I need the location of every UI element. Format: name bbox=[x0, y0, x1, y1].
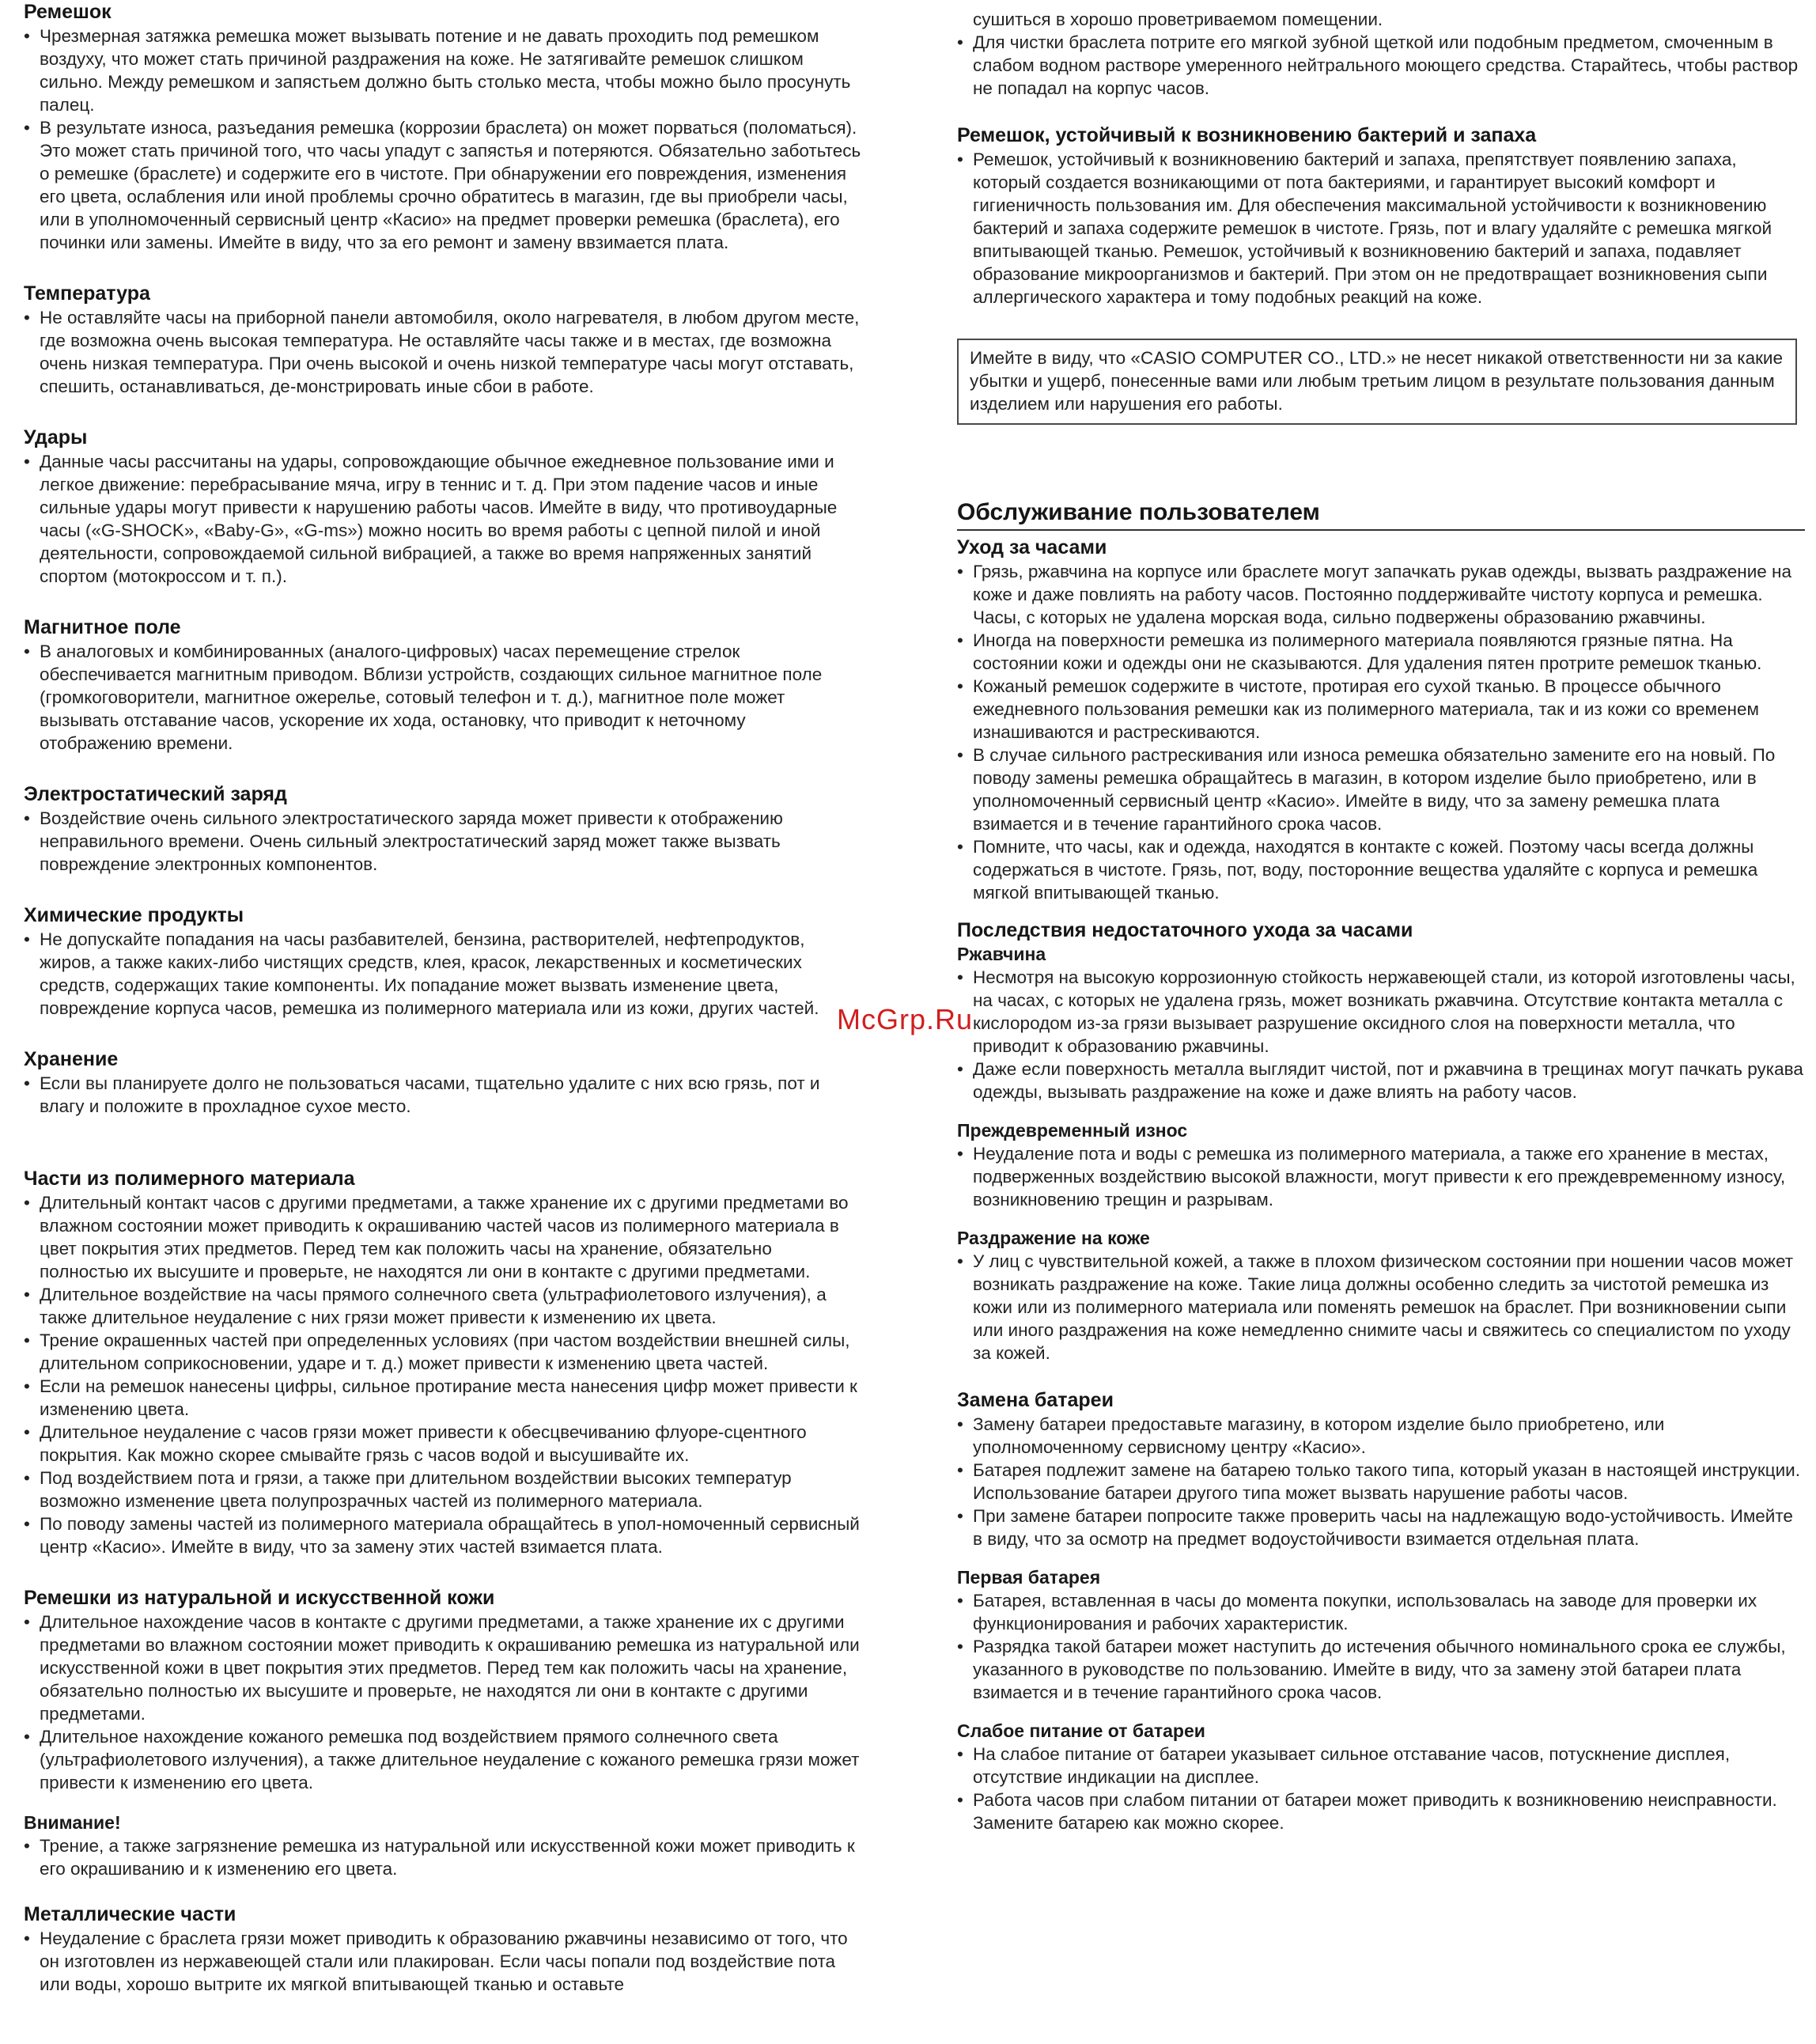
list-item: • Даже если поверхность металла выглядит чистой, пот и ржавчина в трещинах могут пачкать рукава одежды, вызывать раздражение на коже и даже влиять на работу часов. bbox=[957, 1058, 1805, 1103]
page-section-title: Обслуживание пользователем bbox=[957, 498, 1805, 531]
list-item: • Длительное нахождение кожаного ремешка под воздействием прямого солнечного света (ультрафиолетового излучения), а также длительное неудаление с кожаного ремешка грязи может привести к изменению его цвета. bbox=[24, 1725, 862, 1794]
list-item: • Данные часы рассчитаны на удары, сопровождающие обычное ежедневное пользование ими и легкое движение: перебрасывание мяча, игру в теннис и т. д. При этом падение часов и иные сильные удары могут привести к нарушению работы часов. Имейте в виду, что противоударные часы («G-SHOCK», «Baby-G», «G-ms») можно носить во время работы с цепной пилой и иной деятельности, сопровождаемой сильной вибрацией, а также во время напряженных занятий спортом (мотокроссом и т. п.). bbox=[24, 450, 862, 588]
section-wear bbox=[957, 1119, 1805, 1211]
right-column bbox=[957, 0, 1805, 1834]
list-item: • Кожаный ремешок содержите в чистоте, протирая его сухой тканью. В процессе обычного ежедневного пользования ремешки как из полимерного материала, так и из кожи со временем изнашиваются и растрескиваются. bbox=[957, 675, 1805, 744]
bullet-list-magnetic bbox=[24, 640, 862, 755]
section-title-attention: Внимание! bbox=[24, 1812, 121, 1833]
section-leather bbox=[24, 1586, 862, 1794]
section-title-leather: Ремешки из натуральной и искусственной кожи bbox=[24, 1587, 495, 1609]
list-item: • Неудаление с браслета грязи может приводить к образованию ржавчины независимо от того, что он изготовлен из нержавеющей стали или плакирован. Если часы попали под воздействие пота или воды, хорошо вытрите их мягкой впитывающей тканью и оставьте bbox=[24, 1927, 862, 1996]
list-item: • Батарея подлежит замене на батарею только такого типа, который указан в настоящей инструкции. Использование батареи другого типа может вызвать нарушение работы часов. bbox=[957, 1459, 1805, 1505]
list-item: • Разрядка такой батареи может наступить до истечения обычного номинального срока ее службы, указанного в руководстве по пользованию. Имейте в виду, что за замену этой батареи плата взимается и в течение гарантийного срока часов. bbox=[957, 1635, 1805, 1704]
section-title-metal: Металлические части bbox=[24, 1903, 236, 1925]
bullet-list-chemicals bbox=[24, 928, 862, 1020]
subsection-title-irritation: Раздражение на коже bbox=[957, 1228, 1150, 1248]
bullet-list-metal bbox=[24, 1927, 862, 1996]
subsection-title-low-battery: Слабое питание от батареи bbox=[957, 1720, 1205, 1741]
bullet-list-rust bbox=[957, 966, 1805, 1103]
section-first-battery bbox=[957, 1566, 1805, 1704]
continuation-text: сушиться в хорошо проветриваемом помещении. bbox=[973, 9, 1383, 29]
bullet-list-temperature bbox=[24, 306, 862, 398]
bullet-list-strap bbox=[24, 25, 862, 254]
list-item: • По поводу замены частей из полимерного материала обращайтесь в упол-номоченный сервисный центр «Касио». Имейте в виду, что за замену этих частей взимается плата. bbox=[24, 1512, 862, 1558]
section-battery bbox=[957, 1388, 1805, 1550]
subsection-title-wear: Преждевременный износ bbox=[957, 1120, 1188, 1141]
bullet-list-attention bbox=[24, 1834, 862, 1880]
section-antibacterial bbox=[957, 123, 1805, 308]
list-item: • Длительное воздействие на часы прямого солнечного света (ультрафиолетового излучения), а также длительное неудаление с них грязи может привести к изменению их цвета. bbox=[24, 1283, 862, 1329]
list-item: • Если вы планируете долго не пользоваться часами, тщательно удалите с них всю грязь, пот и влагу и положите в прохладное сухое место. bbox=[24, 1072, 862, 1118]
list-item: • Трение окрашенных частей при определенных условиях (при частом воздействии внешней силы, длительном соприкосновении, ударе и т. д.) может привести к изменению цвета частей. bbox=[24, 1329, 862, 1375]
bullet-list-battery bbox=[957, 1413, 1805, 1550]
section-title-shocks: Удары bbox=[24, 426, 88, 449]
bullet-list-care bbox=[957, 560, 1805, 904]
list-item: • Помните, что часы, как и одежда, находятся в контакте с кожей. Поэтому часы всегда должны содержаться в чистоте. Грязь, пот, воду, посторонние вещества удаляйте с корпуса и ремешка мягкой впитывающей тканью. bbox=[957, 835, 1805, 904]
section-magnetic bbox=[24, 615, 862, 755]
list-item: • На слабое питание от батареи указывает сильное отставание часов, потускнение дисплея, отсутствие индикации на дисплее. bbox=[957, 1743, 1805, 1788]
bullet-list-metal-cleaning bbox=[957, 31, 1805, 100]
bullet-list-wear bbox=[957, 1142, 1805, 1211]
list-item: • Грязь, ржавчина на корпусе или браслете могут запачкать рукав одежды, вызвать раздражение на коже и даже повлиять на работу часов. Постоянно поддерживайте чистоту корпуса и ремешка. Часы, с которых не удалена морская вода, сильно подвержены образованию ржавчины. bbox=[957, 560, 1805, 629]
list-item: • Батарея, вставленная в часы до момента покупки, использовалась на заводе для проверки их функционирования и рабочих характеристик. bbox=[957, 1589, 1805, 1635]
list-item: • Ремешок, устойчивый к возникновению бактерий и запаха, препятствует появлению запаха, который создается возникающими от пота бактериями, и гарантирует высокий комфорт и гигиеничность пользования им. Для обеспечения максимальной устойчивости к возникновению бактерий и запаха содержите ремешок в чистоте. Грязь, пот и влагу удаляйте с ремешка мягкой впитывающей тканью. Ремешок, устойчивый к возникновению бактерий и запаха, подавляет образование микроорганизмов и бактерий. При этом он не предотвращает возникновения сыпи аллергического характера и тому подобных реакций на коже. bbox=[957, 148, 1805, 308]
list-item: • В случае сильного растрескивания или износа ремешка обязательно замените его на новый. По поводу замены ремешка обращайтесь в магазин, в котором изделие было приобретено, или в уполномоченный сервисный центр «Касио». Имейте в виду, что за замену ремешка плата взимается и в течение гарантийного срока часов. bbox=[957, 744, 1805, 835]
section-title-chemicals: Химические продукты bbox=[24, 904, 244, 926]
section-metal bbox=[24, 1902, 862, 1996]
section-title-temperature: Температура bbox=[24, 282, 150, 305]
left-column bbox=[24, 0, 862, 1996]
subsection-title-rust: Ржавчина bbox=[957, 944, 1046, 964]
section-attention bbox=[24, 1811, 862, 1880]
list-item: • Трение, а также загрязнение ремешка из натуральной или искусственной кожи может приводить к его окрашиванию и к изменению его цвета. bbox=[24, 1834, 862, 1880]
list-item: • Замену батареи предоставьте магазину, в котором изделие было приобретено, или уполномоченному сервисному центру «Касио». bbox=[957, 1413, 1805, 1459]
list-item: • Под воздействием пота и грязи, а также при длительном воздействии высоких температур возможно изменение цвета полупрозрачных частей из полимерного материала. bbox=[24, 1467, 862, 1512]
bullet-list-storage bbox=[24, 1072, 862, 1118]
section-consequences bbox=[957, 918, 1805, 1103]
list-item: • Несмотря на высокую коррозионную стойкость нержавеющей стали, из которой изготовлены часы, на часах, с которых не удалена грязь, может возникать ржавчина. Отсутствие контакта металла с кислородом из-за грязи вызывает разрушение оксидного слоя на поверхности металла, что приводит к образованию ржавчины. bbox=[957, 966, 1805, 1058]
section-title-magnetic: Магнитное поле bbox=[24, 616, 181, 638]
section-title-strap: Ремешок bbox=[24, 1, 112, 23]
list-item: • Работа часов при слабом питании от батареи может приводить к возникновению неисправности. Замените батарею как можно скорее. bbox=[957, 1788, 1805, 1834]
section-title-care: Уход за часами bbox=[957, 536, 1107, 558]
list-item: • Длительное нахождение часов в контакте с другими предметами, а также хранение их с другими предметами во влажном состоянии может приводить к окрашиванию ремешка из натуральной или искусственной кожи в цвет покрытия этих предметов. Перед тем как положить часы на хранение, обязательно полностью их высушите и проверьте, не находятся ли они в контакте с другими предметами. bbox=[24, 1611, 862, 1725]
list-item: • В аналоговых и комбинированных (аналого-цифровых) часах перемещение стрелок обеспечивается магнитным приводом. Вблизи устройств, создающих сильное магнитное поле (громкоговорители, магнитное ожерелье, сотовый телефон и т. д.), магнитное поле может вызывать отставание часов, ускорение их хода, остановку, что приводит к неточному отображению времени. bbox=[24, 640, 862, 755]
section-temperature bbox=[24, 282, 862, 398]
list-item: • Длительное неудаление с часов грязи может привести к обесцвечиванию флуоре-сцентного покрытия. Как можно скорее смывайте грязь с часов водой и высушивайте их. bbox=[24, 1421, 862, 1467]
section-title-storage: Хранение bbox=[24, 1048, 119, 1070]
section-strap bbox=[24, 0, 862, 254]
list-item: • Чрезмерная затяжка ремешка может вызывать потение и не давать проходить под ремешком воздуху, что может стать причиной раздражения на коже. Не затягивайте ремешок слишком сильно. Между ремешком и запястьем должно быть столько места, чтобы можно было просунуть палец. bbox=[24, 25, 862, 116]
list-item: • Длительный контакт часов с другими предметами, а также хранение их с другими предметами во влажном состоянии может приводить к окрашиванию частей часов из полимерного материала в цвет покрытия этих предметов. Перед тем как положить часы на хранение, обязательно полностью их высушите и проверьте, не находятся ли они в контакте с другими предметами. bbox=[24, 1191, 862, 1283]
bullet-list-polymer bbox=[24, 1191, 862, 1558]
section-low-battery bbox=[957, 1720, 1805, 1834]
bullet-list-shocks bbox=[24, 450, 862, 588]
section-shocks bbox=[24, 426, 862, 588]
list-item: • У лиц с чувствительной кожей, а также в плохом физическом состоянии при ношении часов может возникать раздражение на коже. Такие лица должны особенно следить за чистотой ремешка из кожи или из полимерного материала или поменять ремешок на браслет. При возникновении сыпи или иного раздражения на коже немедленно снимите часы и свяжитесь со специалистом по уходу за кожей. bbox=[957, 1250, 1805, 1365]
list-item: • Не допускайте попадания на часы разбавителей, бензина, растворителей, нефтепродуктов, жиров, а также каких-либо чистящих средств, клея, красок, лекарственных и косметических средств, содержащих такие компоненты. Их попадание может вызвать изменение цвета, повреждение корпуса часов, ремешка из полимерного материала или из кожи, других частей. bbox=[24, 928, 862, 1020]
list-item: • Воздействие очень сильного электростатического заряда может привести к отображению неправильного времени. Очень сильный электростатический заряд может также вызвать повреждение электронных компонентов. bbox=[24, 807, 862, 876]
section-care bbox=[957, 536, 1805, 904]
bullet-list-irritation bbox=[957, 1250, 1805, 1365]
bullet-list-antibacterial bbox=[957, 148, 1805, 308]
bullet-list-low-battery bbox=[957, 1743, 1805, 1834]
list-item: • Не оставляйте часы на приборной панели автомобиля, около нагревателя, в любом другом месте, где возможна очень высокая температура. Не оставляйте часы также и в местах, где возможна очень низкая температура. При очень высокой и очень низкой температуре часы могут отставать, спешить, останавливаться, де-монстрировать иные сбои в работе. bbox=[24, 306, 862, 398]
section-metal-continued bbox=[957, 8, 1805, 100]
bullet-list-static bbox=[24, 807, 862, 876]
section-polymer bbox=[24, 1167, 862, 1558]
section-title-antibacterial: Ремешок, устойчивый к возникновению бактерий и запаха bbox=[957, 124, 1537, 146]
section-title-polymer: Части из полимерного материала bbox=[24, 1168, 355, 1190]
section-title-static: Электростатический заряд bbox=[24, 783, 287, 805]
section-title-consequences: Последствия недостаточного ухода за часами bbox=[957, 919, 1413, 941]
section-chemicals bbox=[24, 903, 862, 1020]
section-storage bbox=[24, 1047, 862, 1118]
bullet-list-first-battery bbox=[957, 1589, 1805, 1704]
list-item: • Неудаление пота и воды с ремешка из полимерного материала, а также его хранение в местах, подверженных воздействию высокой влажности, могут привести к его преждевременному износу, возникновению трещин и разрывам. bbox=[957, 1142, 1805, 1211]
disclaimer-box: Имейте в виду, что «CASIO COMPUTER CO., LTD.» не несет никакой ответственности ни за какие убытки и ущерб, понесенные вами или любым третьим лицом в результате пользования данным изделием или нарушения его работы. bbox=[957, 339, 1797, 425]
list-item: • В результате износа, разъедания ремешка (коррозии браслета) он может порваться (поломаться). Это может стать причиной того, что часы упадут с запястья и потеряются. Обязательно заботьтесь о ремешке (браслете) и содержите его в чистоте. При обнаружении его повреждения, изменения его цвета, ослабления или иной проблемы срочно обратитесь в магазин, где вы приобрели часы, или в уполномоченный сервисный центр «Касио» на предмет проверки ремешка (браслета), его починки или замены. Имейте в виду, что за его ремонт и замену ввзимается плата. bbox=[24, 116, 862, 254]
section-irritation bbox=[957, 1227, 1805, 1365]
section-user-service bbox=[957, 498, 1805, 531]
list-item: • Иногда на поверхности ремешка из полимерного материала появляются грязные пятна. На состоянии кожи и одежды они не сказываются. Для удаления пятен протрите ремешок тканью. bbox=[957, 629, 1805, 675]
subsection-title-first-battery: Первая батарея bbox=[957, 1567, 1101, 1588]
list-item: • Если на ремешок нанесены цифры, сильное протирание места нанесения цифр может привести к изменению цвета. bbox=[24, 1375, 862, 1421]
bullet-list-leather bbox=[24, 1611, 862, 1794]
list-item: • Для чистки браслета потрите его мягкой зубной щеткой или подобным предметом, смоченным в слабом водном растворе умеренного нейтрального моющего средства. Старайтесь, чтобы раствор не попадал на корпус часов. bbox=[957, 31, 1805, 100]
watermark-text: McGrp.Ru bbox=[837, 1003, 974, 1035]
list-item: • При замене батареи попросите также проверить часы на надлежащую водо-устойчивость. Имейте в виду, что за осмотр на предмет водоустойчивости взимается отдельная плата. bbox=[957, 1505, 1805, 1550]
section-title-battery: Замена батареи bbox=[957, 1389, 1114, 1411]
section-static bbox=[24, 782, 862, 876]
